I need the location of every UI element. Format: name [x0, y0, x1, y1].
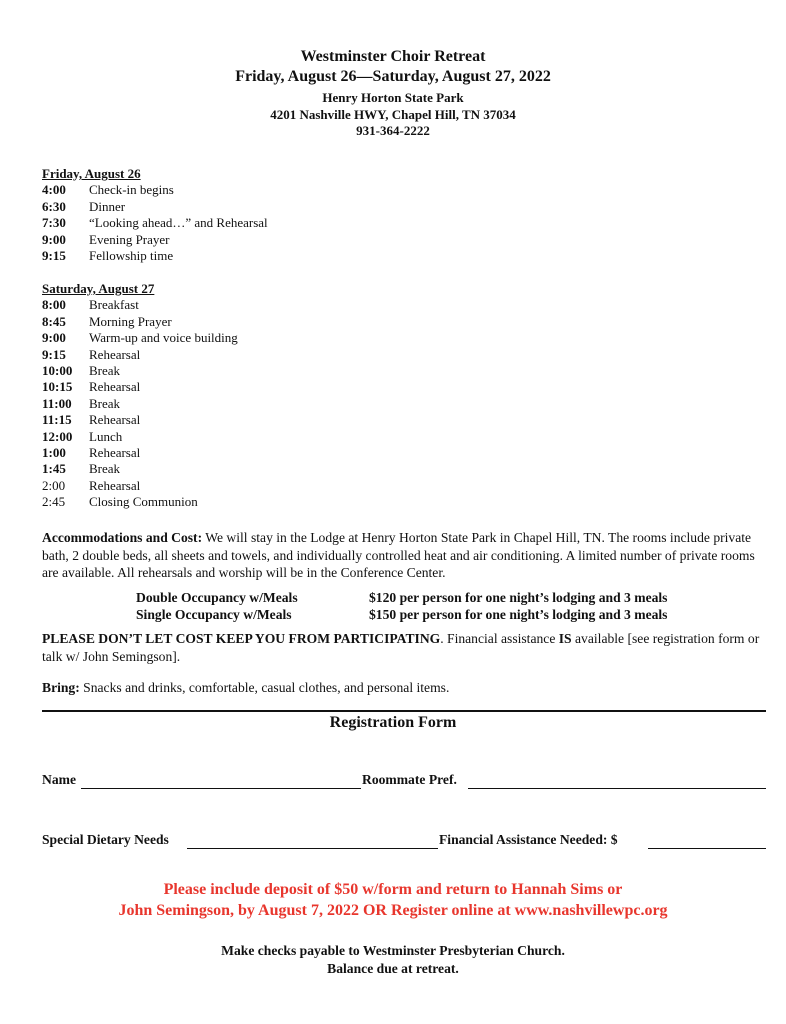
schedule-event: Dinner [89, 198, 126, 214]
retreat-address: 4201 Nashville HWY, Chapel Hill, TN 37034 [270, 107, 516, 122]
schedule-event: Morning Prayer [89, 313, 172, 329]
balance-due-note: Balance due at retreat. [327, 961, 459, 976]
schedule-time: 11:00 [42, 395, 72, 411]
dietary-field[interactable] [187, 832, 438, 849]
bring-text: Snacks and drinks, comfortable, casual clothes, and personal items. [79, 680, 450, 695]
schedule-row [42, 412, 238, 428]
schedule-time: 8:45 [42, 313, 66, 329]
retreat-phone: 931-364-2222 [356, 123, 430, 138]
schedule-row [42, 199, 268, 215]
schedule-row [42, 396, 238, 412]
schedule-event: Rehearsal [89, 412, 141, 428]
roommate-field[interactable] [468, 772, 766, 789]
double-occupancy-label: Double Occupancy w/Meals [136, 590, 298, 605]
schedule-row [42, 429, 238, 445]
accommodations-paragraph [42, 529, 764, 582]
schedule-event: Rehearsal [89, 477, 141, 493]
schedule-event: Rehearsal [89, 445, 141, 461]
schedule-time: 10:00 [42, 363, 73, 379]
schedule-time: 9:00 [42, 330, 66, 346]
bring-paragraph [42, 679, 764, 697]
schedule-row [42, 232, 268, 248]
schedule-event: Evening Prayer [89, 231, 170, 247]
schedule-row [42, 363, 238, 379]
financial-assistance-paragraph [42, 630, 764, 665]
schedule-event: Break [89, 363, 121, 379]
double-occupancy-price: $120 per person for one night’s lodging and 3 meals [369, 590, 668, 605]
schedule-event: Rehearsal [89, 346, 141, 362]
schedule-event: Breakfast [89, 297, 139, 313]
retreat-dates: Friday, August 26—Saturday, August 27, 2022 [235, 68, 551, 85]
assistance-emphasis: PLEASE DON’T LET COST KEEP YOU FROM PARTICIPATING [42, 631, 441, 646]
accommodations-text: We will stay in the Lodge at Henry Horton State Park in Chapel Hill, TN. The rooms include private bath, 2 double beds, all sheets and towels, and individually controlled heat and air conditioning. A limited number of private rooms are available. All rehearsals and worship will be in the Conference Center. [42, 530, 755, 580]
schedule-row [42, 248, 268, 264]
schedule-time: 12:00 [42, 428, 73, 444]
schedule-event: Break [89, 395, 121, 411]
roommate-label: Roommate Pref. [362, 772, 457, 787]
deposit-notice-line-1: Please include deposit of $50 w/form and return to Hannah Sims or [163, 881, 623, 898]
dietary-label: Special Dietary Needs [42, 832, 169, 847]
schedule-event: Closing Communion [89, 494, 198, 510]
retreat-title: Westminster Choir Retreat [300, 48, 486, 65]
schedule-event: Break [89, 461, 121, 477]
single-occupancy-price: $150 per person for one night’s lodging and 3 meals [369, 607, 668, 622]
schedule-row [42, 314, 238, 330]
financial-amount-field[interactable] [648, 832, 766, 849]
schedule-row [42, 494, 238, 510]
schedule-row [42, 297, 238, 313]
schedule-row [42, 379, 238, 395]
schedule-row [42, 445, 238, 461]
schedule-time: 6:30 [42, 198, 66, 214]
section-divider [42, 710, 766, 712]
schedule-row [42, 478, 238, 494]
checks-payable-note: Make checks payable to Westminster Presbyterian Church. [221, 943, 565, 958]
schedule-event: “Looking ahead…” and Rehearsal [89, 215, 268, 231]
single-occupancy-label: Single Occupancy w/Meals [136, 607, 292, 622]
saturday-schedule [42, 281, 238, 511]
schedule-time: 7:30 [42, 215, 66, 231]
assistance-is: IS [558, 631, 572, 646]
retreat-location: Henry Horton State Park [322, 90, 464, 105]
friday-heading: Friday, August 26 [42, 166, 141, 181]
name-label: Name [42, 772, 76, 787]
schedule-event: Rehearsal [89, 379, 141, 395]
schedule-time: 8:00 [42, 297, 66, 313]
schedule-time: 1:45 [42, 461, 66, 477]
schedule-row [42, 347, 238, 363]
schedule-time: 4:00 [42, 182, 66, 198]
schedule-row [42, 330, 238, 346]
schedule-time: 9:15 [42, 248, 66, 264]
schedule-row [42, 182, 268, 198]
schedule-time: 10:15 [42, 379, 73, 395]
schedule-time: 2:45 [42, 494, 66, 510]
schedule-time: 11:15 [42, 412, 72, 428]
schedule-row [42, 215, 268, 231]
schedule-event: Warm-up and voice building [89, 330, 238, 346]
schedule-time: 1:00 [42, 445, 66, 461]
accommodations-label: Accommodations and Cost: [42, 530, 203, 545]
deposit-notice-line-2: John Semingson, by August 7, 2022 OR Register online at www.nashvillewpc.org [118, 902, 668, 919]
schedule-event: Check-in begins [89, 182, 174, 198]
schedule-time: 9:15 [42, 346, 66, 362]
friday-schedule [42, 166, 268, 264]
assistance-text: . Financial assistance [440, 631, 559, 646]
bring-label: Bring: [42, 680, 80, 695]
financial-label: Financial Assistance Needed: $ [439, 832, 618, 847]
assistance-text-end: available [see registration form or talk w/ John Semingson]. [42, 631, 760, 664]
schedule-time: 2:00 [42, 477, 66, 493]
schedule-time: 9:00 [42, 231, 66, 247]
schedule-event: Fellowship time [89, 248, 174, 264]
schedule-event: Lunch [89, 428, 123, 444]
schedule-row [42, 461, 238, 477]
name-field[interactable] [81, 772, 361, 789]
registration-title: Registration Form [329, 714, 457, 731]
saturday-heading: Saturday, August 27 [42, 281, 155, 296]
